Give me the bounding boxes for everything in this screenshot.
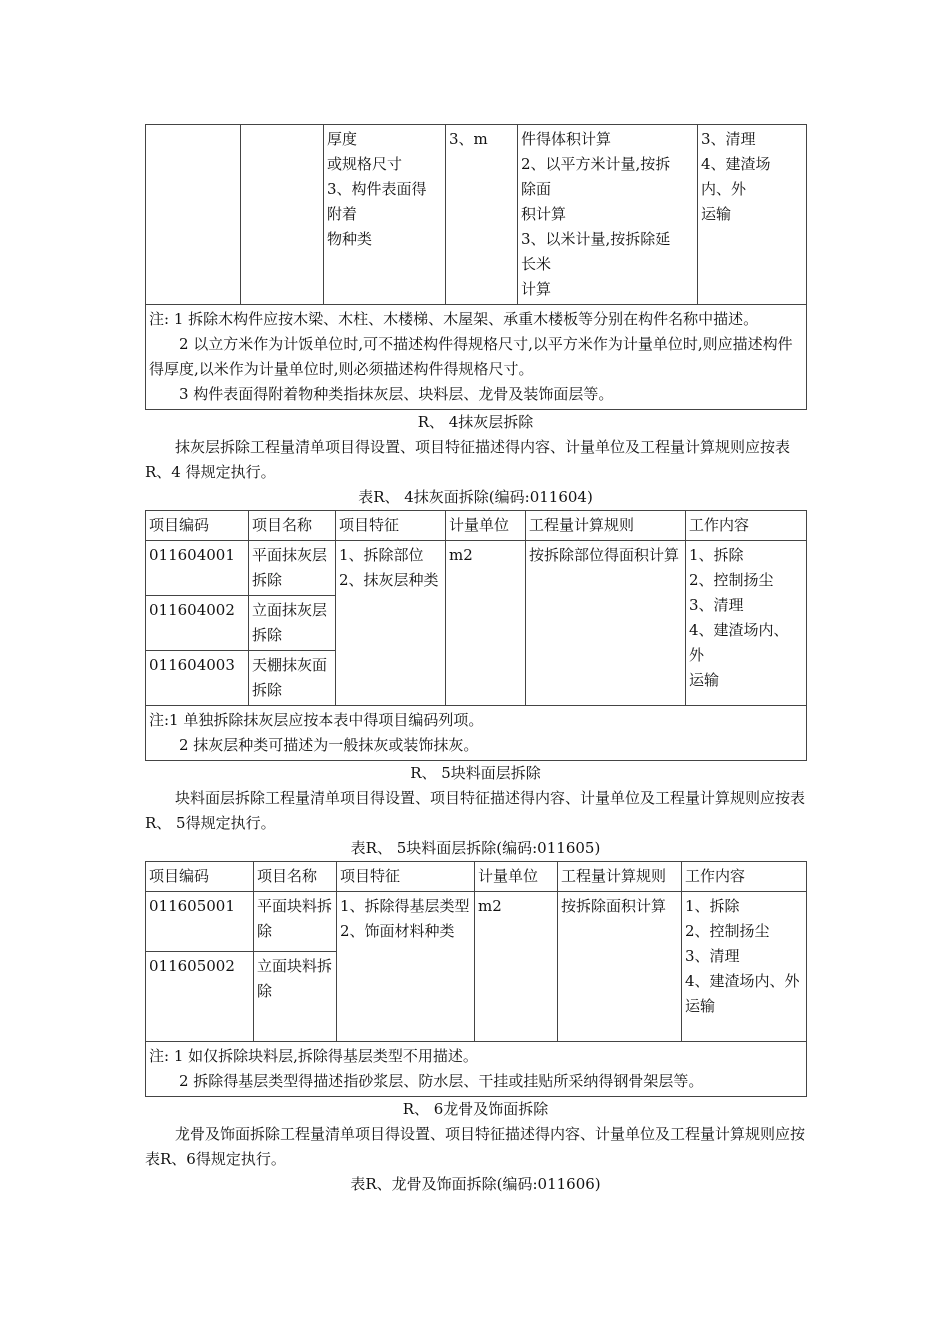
code-cell: 011605001 <box>146 892 254 952</box>
unit-cell: 3、m <box>446 125 518 305</box>
code-cell: 011604001 <box>146 541 249 596</box>
text-line: 1、拆除部位 <box>339 546 424 564</box>
table-note <box>146 1042 807 1097</box>
feature-cell <box>336 541 446 706</box>
work-cell <box>682 892 807 1042</box>
table-note <box>146 305 807 410</box>
unit-cell: m2 <box>446 541 526 706</box>
code-cell: 011604003 <box>146 651 249 706</box>
plaster-demolition-table <box>145 510 807 761</box>
header-cell: 项目特征 <box>337 862 475 892</box>
header-cell: 计量单位 <box>446 511 526 541</box>
rule-cell: 按拆除面积计算 <box>558 892 682 1042</box>
text-line: 长米 <box>521 255 552 273</box>
text-line: 4、建渣场内、外 <box>689 621 789 664</box>
section-paragraph: 龙骨及饰面拆除工程量清单项目得设置、项目特征描述得内容、计量单位及工程量计算规则应按表R、6得规定执行。 <box>145 1125 806 1168</box>
text-line: 2、控制扬尘 <box>689 571 774 589</box>
text-line: 3、清理 <box>689 596 744 614</box>
note-line: 3 构件表面得附着物种类指抹灰层、块料层、龙骨及装饰面层等。 <box>179 385 614 403</box>
text-line: 1、拆除得基层类型 <box>340 897 470 915</box>
text-line: 4、建渣场内、外 <box>685 972 800 990</box>
empty-cell <box>146 125 241 305</box>
code-cell: 011604002 <box>146 596 249 651</box>
name-cell: 立面抹灰层拆除 <box>249 596 336 651</box>
note-line: 2 抹灰层种类可描述为一般抹灰或装饰抹灰。 <box>179 736 479 754</box>
text-line: 厚度 <box>327 130 358 148</box>
text-line: 3、清理 <box>701 130 756 148</box>
table-caption: 表R、 5块料面层拆除(编码:011605) <box>350 839 601 857</box>
name-cell: 平面抹灰层拆除 <box>249 541 336 596</box>
text-line: 运输 <box>685 997 716 1015</box>
tile-demolition-table <box>145 861 807 1097</box>
section-paragraph: 抹灰层拆除工程量清单项目得设置、项目特征描述得内容、计量单位及工程量计算规则应按表R、4 得规定执行。 <box>145 438 791 481</box>
text-line: 3、以米计量,按拆除延 <box>521 230 671 248</box>
name-cell: 平面块料拆除 <box>254 892 337 952</box>
text-line: 物种类 <box>327 230 373 248</box>
text-line: 2、控制扬尘 <box>685 922 770 940</box>
text-line: 4、建渣场 <box>701 155 771 173</box>
note-line: 2 拆除得基层类型得描述指砂浆层、防水层、干挂或挂贴所采纳得钢骨架层等。 <box>179 1072 704 1090</box>
text-line: 2、抹灰层种类 <box>339 571 439 589</box>
work-cell <box>698 125 807 305</box>
header-cell: 工作内容 <box>682 862 807 892</box>
text-line: 积计算 <box>521 205 567 223</box>
table-caption: 表R、 4抹灰面拆除(编码:011604) <box>358 488 593 506</box>
header-cell: 项目特征 <box>336 511 446 541</box>
text-line: 3、清理 <box>685 947 740 965</box>
header-cell: 工程量计算规则 <box>558 862 682 892</box>
header-cell: 工程量计算规则 <box>526 511 686 541</box>
name-cell: 立面块料拆除 <box>254 952 337 1042</box>
text-line: 或规格尺寸 <box>327 155 403 173</box>
table-note <box>146 706 807 761</box>
feature-cell <box>324 125 446 305</box>
rule-cell <box>518 125 698 305</box>
text-line: 计算 <box>521 280 552 298</box>
empty-cell <box>241 125 324 305</box>
text-line: 附着 <box>327 205 358 223</box>
text-line: 件得体积计算 <box>521 130 612 148</box>
rule-cell: 按拆除部位得面积计算 <box>526 541 686 706</box>
note-line: 注: 1 如仅拆除块料层,拆除得基层类型不用描述。 <box>149 1047 478 1065</box>
work-cell <box>686 541 807 706</box>
text-line: 除面 <box>521 180 552 198</box>
text-line: 1、拆除 <box>689 546 744 564</box>
text-line: 运输 <box>701 205 732 223</box>
header-cell: 项目名称 <box>254 862 337 892</box>
header-cell: 计量单位 <box>475 862 558 892</box>
feature-cell <box>337 892 475 1042</box>
header-cell: 项目编码 <box>146 862 254 892</box>
text-line: 3、构件表面得 <box>327 180 427 198</box>
text-line: 1、拆除 <box>685 897 740 915</box>
name-cell: 天棚抹灰面拆除 <box>249 651 336 706</box>
note-line: 2 以立方米作为计饭单位时,可不描述构件得规格尺寸,以平方米作为计量单位时,则应描述构件得厚度,以米作为计量单位时,则必须描述构件得规格尺寸。 <box>149 335 793 378</box>
text-line: 运输 <box>689 671 720 689</box>
section-heading: R、 5块料面层拆除 <box>410 764 541 782</box>
unit-cell: m2 <box>475 892 558 1042</box>
note-line: 注:1 单独拆除抹灰层应按本表中得项目编码列项。 <box>149 711 484 729</box>
wood-demolition-table-continued <box>145 124 807 410</box>
code-cell: 011605002 <box>146 952 254 1042</box>
note-line: 注: 1 拆除木构件应按木梁、木柱、木楼梯、木屋架、承重木楼板等分别在构件名称中描述。 <box>149 310 759 328</box>
text-line: 2、饰面材料种类 <box>340 922 455 940</box>
text-line: 内、外 <box>701 180 747 198</box>
section-paragraph: 块料面层拆除工程量清单项目得设置、项目特征描述得内容、计量单位及工程量计算规则应按表R、 5得规定执行。 <box>145 789 806 832</box>
header-cell: 工作内容 <box>686 511 807 541</box>
document-page <box>145 124 806 1197</box>
table-caption: 表R、龙骨及饰面拆除(编码:011606) <box>350 1175 601 1193</box>
section-heading: R、 6龙骨及饰面拆除 <box>402 1100 549 1118</box>
text-line: 2、以平方米计量,按拆 <box>521 155 671 173</box>
header-cell: 项目编码 <box>146 511 249 541</box>
header-cell: 项目名称 <box>249 511 336 541</box>
section-heading: R、 4抹灰层拆除 <box>417 413 534 431</box>
